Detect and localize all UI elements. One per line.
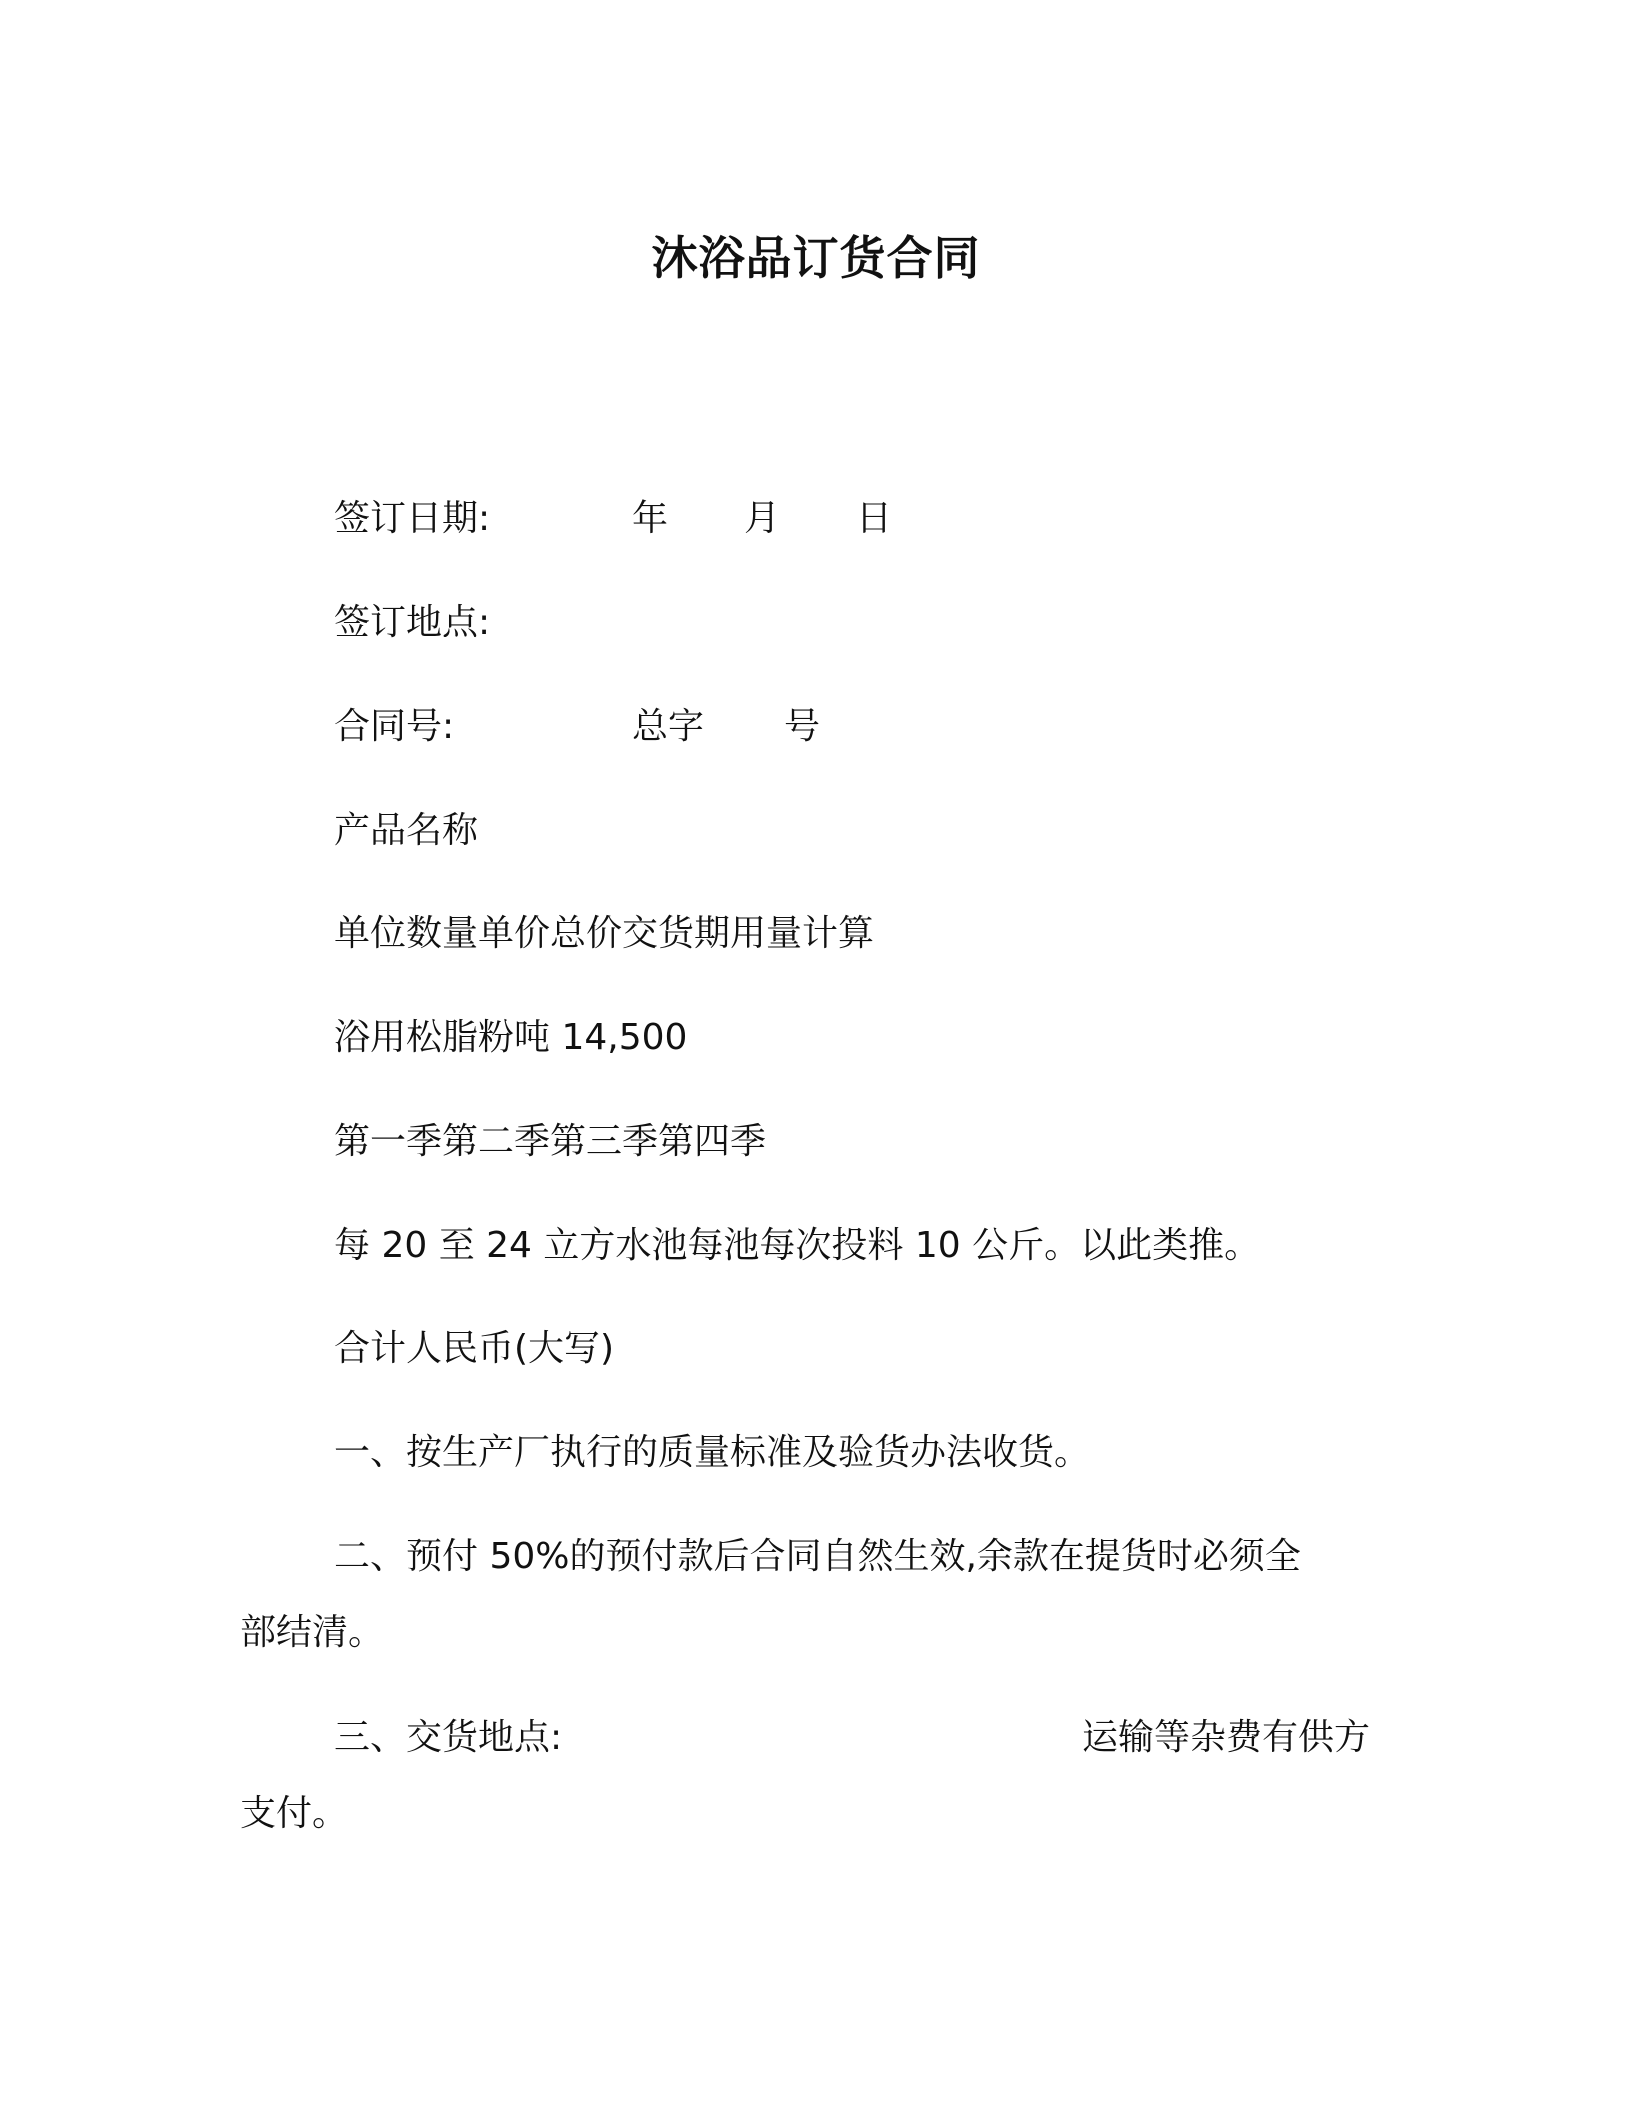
product-usage-note: 每 20 至 24 立方水池每池每次投料 10 公斤。以此类推。	[334, 1225, 1261, 1266]
product-name-header: 产品名称	[334, 810, 479, 851]
clause-2-line-2: 部结清。	[240, 1612, 385, 1653]
clause-3-line-2: 支付。	[240, 1793, 349, 1834]
clause-3-label: 三、交货地点:	[334, 1717, 563, 1758]
document-title: 沐浴品订货合同	[651, 231, 981, 285]
clause-2-line-1: 二、预付 50%的预付款后合同自然生效,余款在提货时必须全	[334, 1536, 1301, 1577]
product-columns-header: 单位数量单价总价交货期用量计算	[334, 913, 875, 954]
clause-1: 一、按生产厂执行的质量标准及验货办法收货。	[334, 1432, 1091, 1473]
sign-date-month: 月	[744, 498, 781, 539]
contract-no-label: 合同号:	[334, 706, 455, 747]
sign-date-day: 日	[856, 498, 893, 539]
sign-date-label: 签订日期:	[334, 498, 491, 539]
contract-no-total: 总字	[632, 706, 705, 747]
contract-no-suffix: 号	[784, 706, 821, 747]
total-rmb-label: 合计人民币(大写)	[334, 1328, 615, 1369]
product-seasons: 第一季第二季第三季第四季	[334, 1121, 767, 1162]
product-item-row: 浴用松脂粉吨 14,500	[334, 1017, 688, 1058]
sign-date-year: 年	[632, 498, 669, 539]
clause-3-tail: 运输等杂费有供方	[1082, 1717, 1371, 1758]
sign-place-label: 签订地点:	[334, 602, 491, 643]
